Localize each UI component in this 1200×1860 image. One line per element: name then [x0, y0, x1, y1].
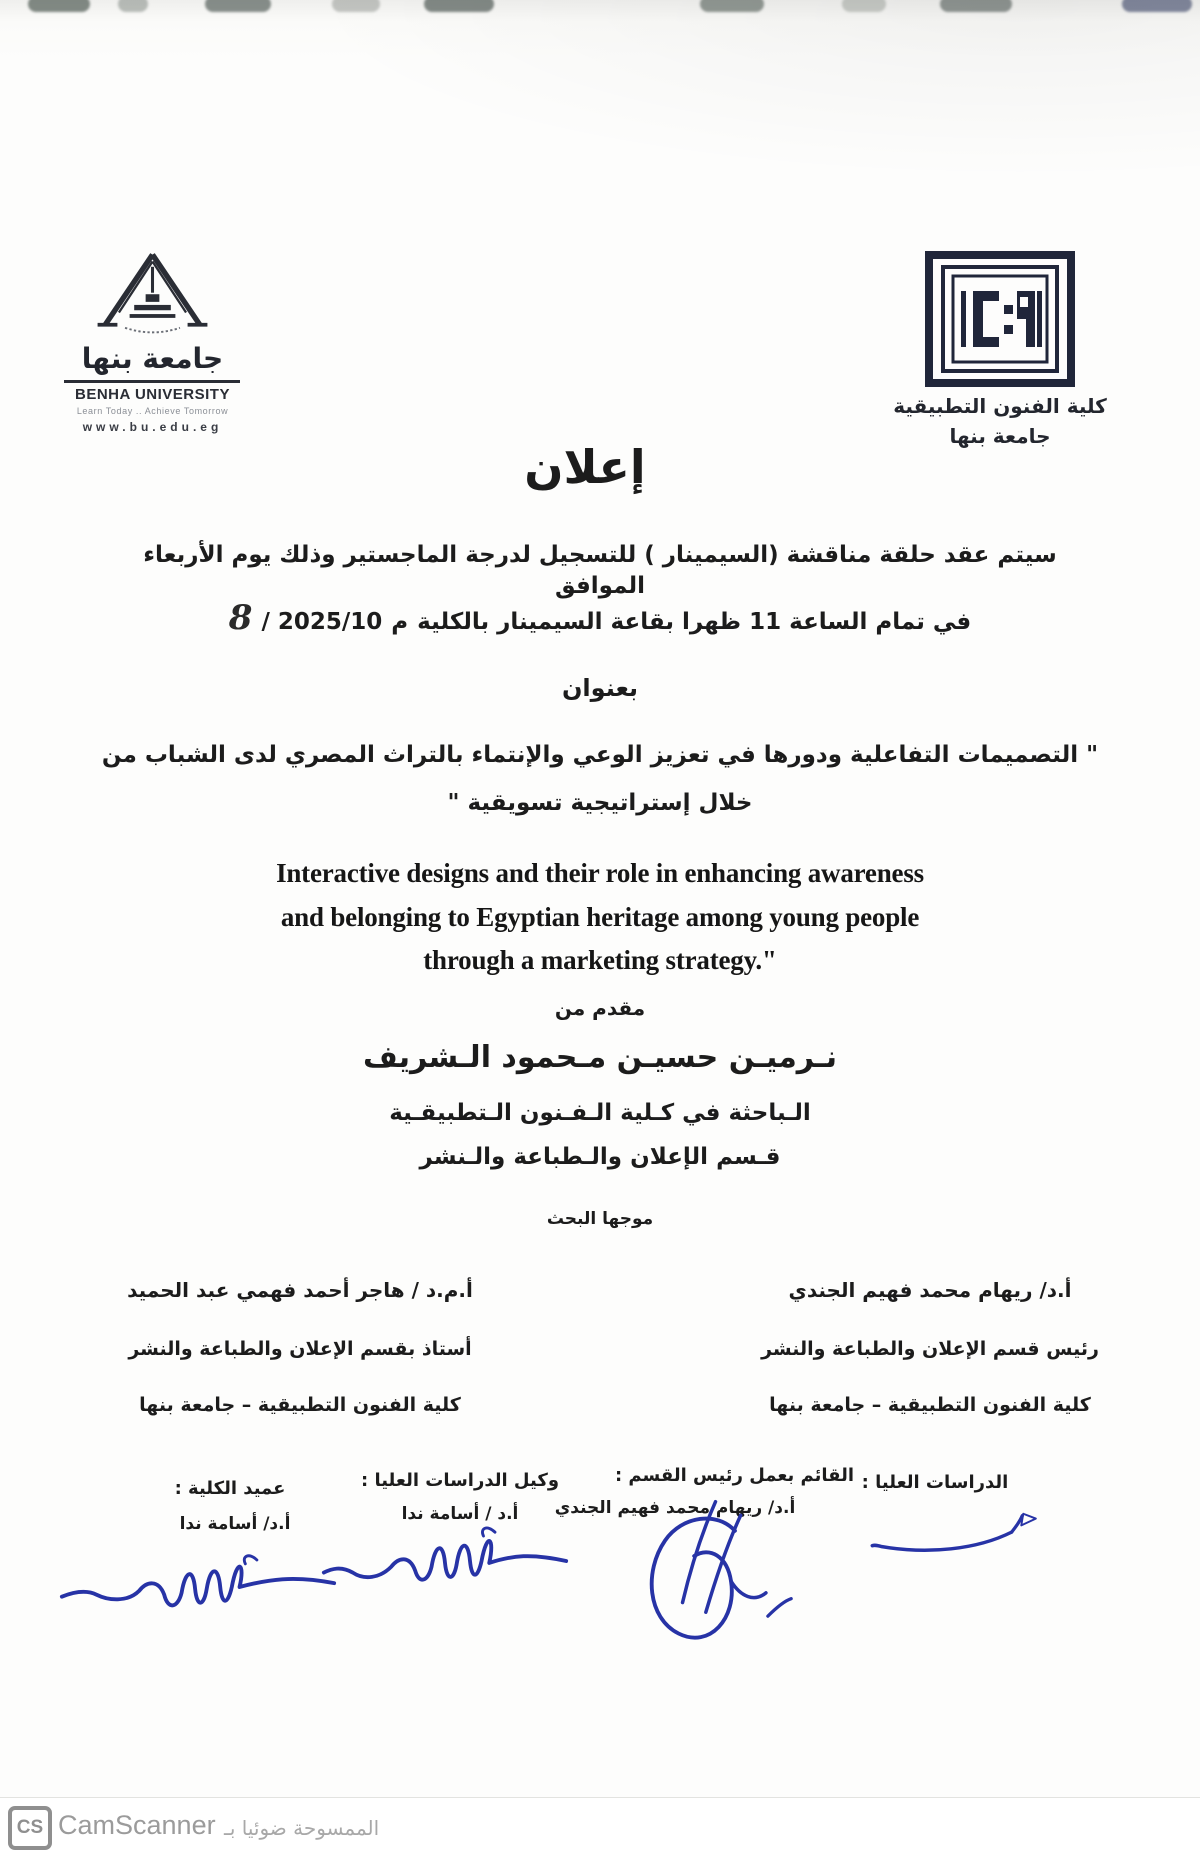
supervisor-affiliation: كلية الفنون التطبيقية – جامعة بنها	[139, 1394, 461, 1416]
supervisor-affiliation: كلية الفنون التطبيقية – جامعة بنها	[769, 1394, 1091, 1416]
camscanner-arabic-text: الممسوحة ضوئيا بـ	[224, 1816, 380, 1840]
scan-smudge	[118, 0, 148, 12]
university-tagline: Learn Today .. Achieve Tomorrow	[76, 406, 229, 416]
approval-label-acting-head: القائم بعمل رئيس القسم :	[614, 1465, 855, 1486]
signature-acting-head	[600, 1492, 800, 1652]
supervisor-role: رئيس قسم الإعلان والطباعة والنشر	[761, 1338, 1099, 1360]
supervised-by-label: موجها البحث	[546, 1209, 654, 1229]
approval-signer-acting-head: أ.د/ ريهام محمد فهيم الجندي	[554, 1498, 796, 1518]
scan-smudge	[1122, 0, 1192, 12]
supervisor-right-column	[740, 1278, 1120, 1416]
camscanner-badge-icon: CS	[8, 1806, 52, 1850]
university-name-english: BENHA UNIVERSITY	[75, 386, 230, 403]
scanner-footer-bar	[0, 1797, 1200, 1860]
announcement-line1: سيتم عقد حلقة مناقشة (السيمينار ) للتسجيل لدرجة الماجستير وذلك يوم الأربعاء الموافق	[143, 542, 1057, 600]
thesis-title-ar-line1: " التصميمات التفاعلية ودورها في تعزيز الوعي والإنتماء بالتراث المصري لدى الشباب من	[101, 742, 1099, 768]
handwritten-day: 8	[228, 598, 253, 638]
announcement-line2: في تمام الساعة 11 ظهرا بقاعة السيمينار بالكلية	[417, 609, 972, 635]
faculty-kufic-logo-icon	[925, 250, 1075, 388]
scan-smudge	[940, 0, 1012, 12]
printed-date: / 2025/10	[261, 609, 383, 635]
faculty-university: جامعة بنها	[949, 424, 1051, 448]
approval-label-vice-dean: وكيل الدراسات العليا :	[360, 1470, 560, 1491]
supervisor-role: أستاذ بقسم الإعلان والطباعة والنشر	[128, 1338, 472, 1360]
university-pyramid-logo-icon	[90, 250, 215, 340]
thesis-title-ar-line2: خلال إستراتيجية تسويقية "	[447, 790, 753, 816]
researcher-role-line1: الـباحثة في كـلية الـفـنون الـتطبيقـية	[389, 1100, 811, 1126]
scan-smudge	[205, 0, 271, 12]
signature-dean	[58, 1548, 338, 1626]
faculty-name: كلية الفنون التطبيقية	[893, 394, 1107, 418]
scan-smudge	[700, 0, 764, 12]
titled-label: بعنوان	[561, 674, 639, 702]
researcher-role-line2: قـسم الإعلان والـطباعة والـنشر	[419, 1144, 781, 1170]
scan-smudge	[842, 0, 886, 12]
researcher-name: نـرميـن حسيـن مـحمود الـشريف	[363, 1040, 837, 1075]
scan-smudge	[332, 0, 380, 12]
university-website: www.bu.edu.eg	[82, 420, 223, 434]
thesis-title-en-line2: and belonging to Egyptian heritage among young people	[280, 902, 920, 932]
approval-label-graduate-studies: الدراسات العليا :	[861, 1472, 1009, 1493]
logo-divider	[64, 380, 240, 383]
era-letter: م	[391, 609, 409, 635]
signature-graduate-studies	[868, 1506, 1043, 1566]
university-name-arabic: جامعة بنها	[81, 342, 224, 375]
presented-by-label: مقدم من	[554, 996, 646, 1020]
announcement-dateline	[95, 598, 1105, 638]
scan-smudge	[424, 0, 494, 12]
thesis-title-en-line3: through a marketing strategy."	[423, 945, 777, 975]
thesis-title-en-line1: Interactive designs and their role in enhancing awareness	[276, 858, 924, 888]
approval-signer-dean: أ.د/ أسامة ندا	[179, 1514, 291, 1534]
approval-label-dean: عميد الكلية :	[174, 1478, 286, 1499]
supervisor-name: أ.د/ ريهام محمد فهيم الجندي	[788, 1278, 1072, 1302]
camscanner-brand: CamScanner	[58, 1810, 216, 1840]
scan-smudge	[28, 0, 90, 12]
announcement-heading: إعلان	[524, 440, 646, 494]
signature-vice-dean	[320, 1522, 570, 1602]
supervisor-name: أ.م.د / هاجر أحمد فهمي عبد الحميد	[127, 1278, 473, 1302]
supervisor-left-column	[110, 1278, 490, 1416]
approval-signer-vice-dean: أ.د / أسامة ندا	[401, 1504, 519, 1524]
